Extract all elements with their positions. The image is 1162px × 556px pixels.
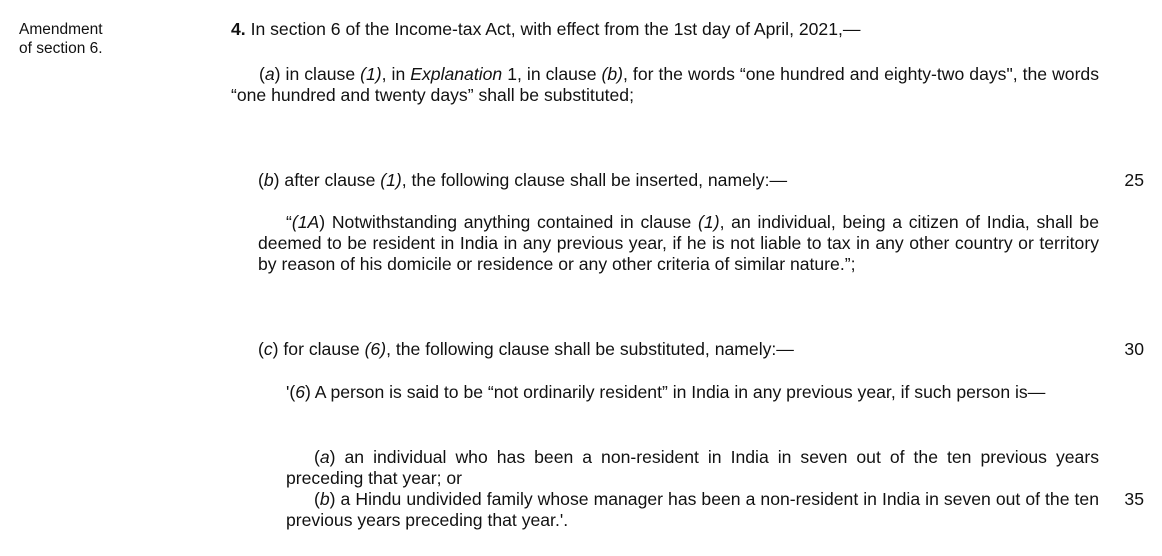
sub-clause-a-open-paren: (: [314, 447, 320, 467]
clause-a-text-4: , for the words “one hundred and eighty-two days", the words “one hundred and twenty days” shall be substituted;: [231, 64, 1100, 105]
margin-note: [19, 20, 169, 58]
clause-a-text-1: ) in clause: [274, 64, 361, 84]
clause-a-ref-subclause: (b): [601, 64, 624, 84]
clause-b-text-2: , the following clause shall be inserted, namely:—: [401, 170, 788, 190]
clause-b-paragraph: [258, 170, 1018, 191]
section-heading: [231, 19, 860, 40]
clause-b-text-1: ) after clause: [273, 170, 381, 190]
sub-clause-b-open-paren: (: [314, 489, 320, 509]
clause-b-ref-clause: (1): [380, 170, 402, 190]
sub-clause-b-paragraph: [286, 489, 1099, 531]
sub-clause-a-text: ) an individual who has been a non-resident in India in seven out of the ten previous years preceding that year; or: [286, 447, 1099, 488]
sub-clause-b-text: ) a Hindu undivided family whose manager has been a non-resident in India in seven out of the ten previous years preceding that year.'.: [286, 489, 1099, 530]
clause-1a-open-quote: “: [286, 212, 292, 232]
sub-clause-a-paragraph: [286, 447, 1099, 489]
clause-a-ref-clause: (1): [360, 64, 382, 84]
clause-a-explanation: Explanation: [410, 64, 503, 84]
clause-6-text: ) A person is said to be “not ordinarily resident” in India in any previous year, if such person is—: [305, 382, 1046, 402]
clause-a-text-3: 1, in clause: [502, 64, 602, 84]
clause-c-text-1: ) for clause: [272, 339, 365, 359]
sub-clause-a-letter: a: [319, 447, 330, 467]
clause-c-ref-clause: (6): [364, 339, 387, 359]
clause-c-letter: c: [263, 339, 273, 359]
clause-1a-label: (1A: [291, 212, 320, 232]
margin-note-line-2: of section 6.: [19, 40, 103, 57]
section-heading-text: In section 6 of the Income-tax Act, with effect from the 1st day of April, 2021,—: [245, 19, 861, 39]
clause-c-text-2: , the following clause shall be substituted, namely:—: [386, 339, 794, 359]
clause-6-paragraph: [258, 382, 1099, 403]
clause-c-open-paren: (: [258, 339, 264, 359]
clause-1a-paragraph: [258, 212, 1099, 275]
clause-a-text-2: , in: [381, 64, 411, 84]
clause-1a-ref-clause: (1): [698, 212, 720, 232]
clause-1a-text-2: , an individual, being a citizen of India, shall be deemed to be resident in India in any previous year, if he is not liable to tax in any other country or territory by reason of his domicile or residence or any other criteria of similar nature.”;: [258, 212, 1099, 274]
line-number-25: 25: [1124, 170, 1144, 190]
clause-b-letter: b: [263, 170, 274, 190]
clause-a-letter: a: [264, 64, 275, 84]
clause-a-paragraph: [231, 64, 1099, 106]
margin-note-line-1: Amendment: [19, 21, 103, 38]
sub-clause-b-letter: b: [319, 489, 330, 509]
clause-6-label: 6: [295, 382, 306, 402]
line-number-35: 35: [1124, 489, 1144, 509]
clause-6-open-quote: '(: [286, 382, 296, 402]
clause-1a-text-1: ) Notwithstanding anything contained in clause: [319, 212, 699, 232]
clause-a-open-paren: (: [259, 64, 265, 84]
clause-b-open-paren: (: [258, 170, 264, 190]
line-number-30: 30: [1124, 339, 1144, 359]
clause-c-paragraph: [258, 339, 1018, 360]
section-number: 4.: [231, 19, 246, 39]
